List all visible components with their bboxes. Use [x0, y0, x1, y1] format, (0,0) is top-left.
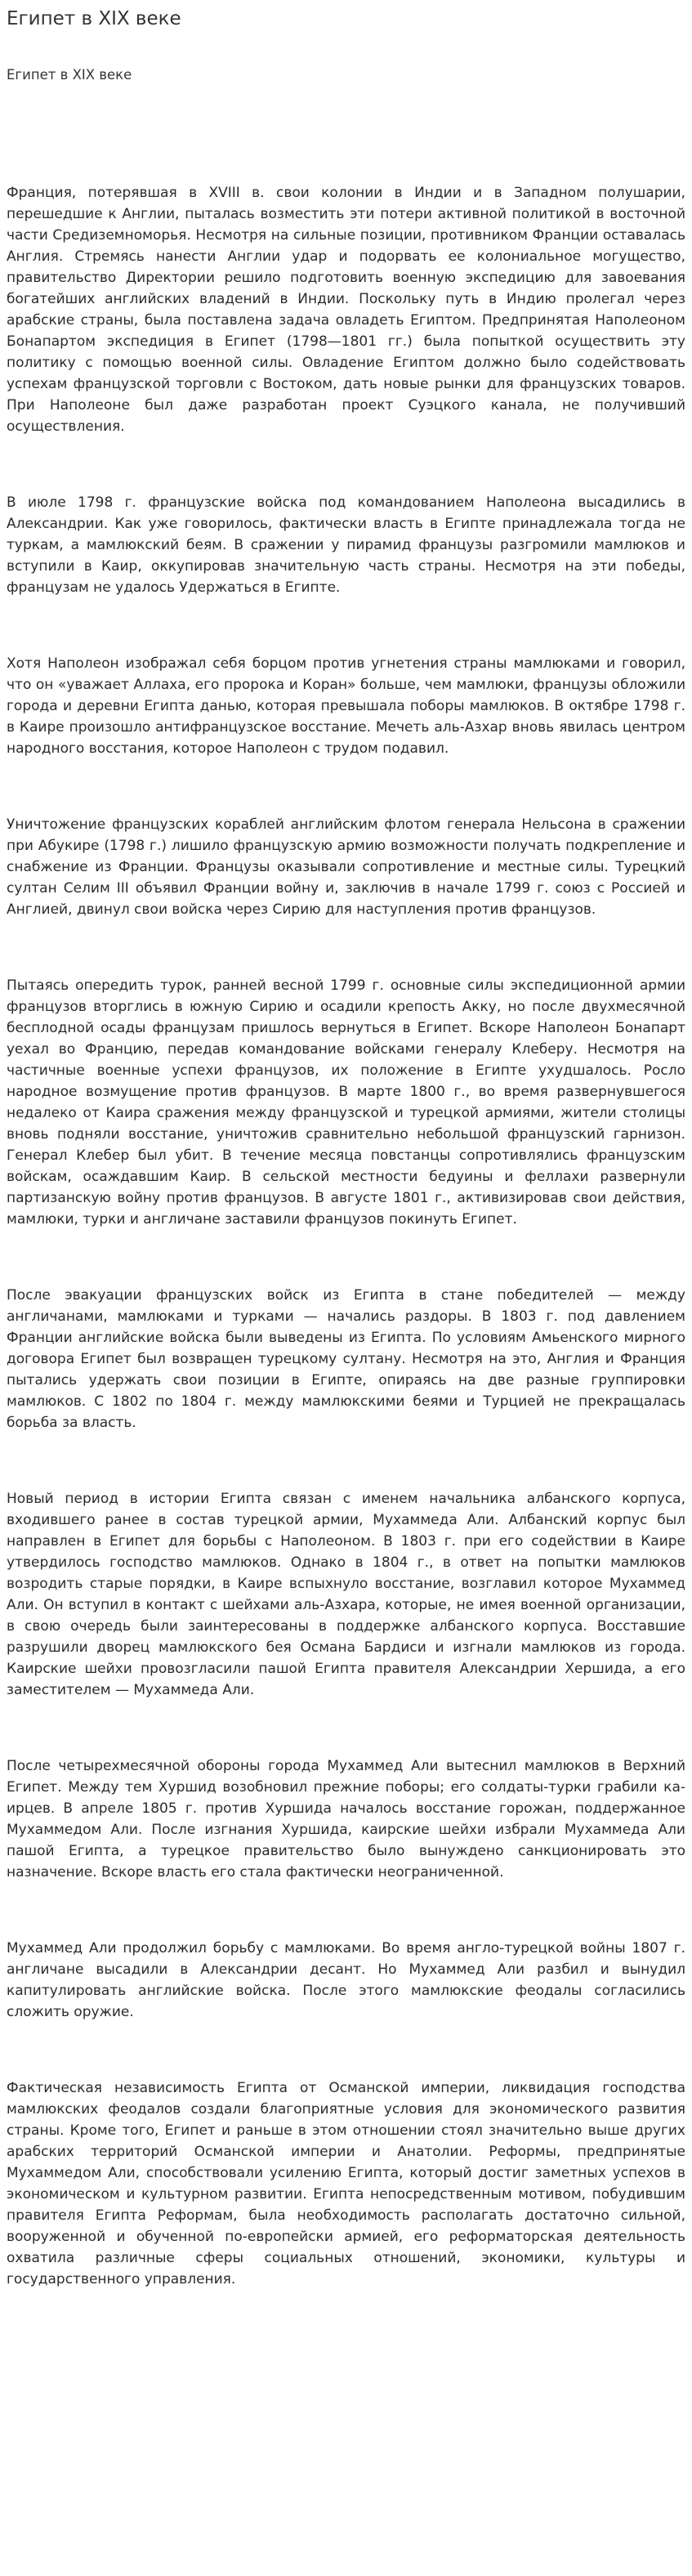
paragraph: В июле 1798 г. французские войска под командованием Наполеона высадились в Александрии. Как уже говорилось, фактически власть в Египте принадлежала тогда не туркам, а мамлюкский беям. В сражении у пирамид французы разгромили мамлюков и вступили в Каир, оккупировав значительную часть страны. Несмотря на эти победы, французам не удалось Удержаться в Египте.: [7, 494, 685, 596]
paragraph: Пытаясь опередить турок, ранней весной 1799 г. основные силы экспедиционной армии французов вторглись в южную Сирию и осадили крепость Акку, но после двухмесячной бесплодной осады французам пришлось вернуться в Египет. Вскоре Наполеон Бонапарт уехал во Францию, передав командование войсками генералу Клеберу. Несмотря на частичные военные успехи французов, их положение в Египте ухудшалось. Росло народное возмущение против французов. В марте 1800 г., во время развернувшегося недалеко от Каира сражения между французской и турецкой армиями, жители столицы вновь подняли восстание, уничтожив сравнительно небольшой французский гарнизон. Генерал Клебер был убит. В течение месяца повстанцы сопротивлялись французским войскам, осаждавшим Каир. В сельской местности бедуины и феллахи развернули партизанскую войну против французов. В августе 1801 г., активизировав свои действия, мамлюки, турки и англичане заставили французов покинуть Египет.: [7, 977, 685, 1228]
paragraph: После четырехмесячной обороны города Мухаммед Али вытеснил мамлюков в Верхний Египет. Между тем Хуршид возобновил прежние поборы; его солдаты-турки грабили ка-ирцев. В апреле 1805 г. против Хуршида началось восстание горожан, поддержанное Мухаммедом Али. После изгнания Хуршида, каирские шейхи избрали Мухаммеда Али пашой Египта, а турецкое правительство было вынуждено санкционировать это назначение. Вскоре власть его стала фактически неограниченной.: [7, 1758, 685, 1881]
page-title: Египет в XIX веке: [7, 8, 181, 29]
article-body: [7, 182, 685, 2290]
paragraph: Новый период в истории Египта связан с именем начальника албанского корпуса, входившего ранее в состав турецкой армии, Мухаммеда Али. Албанский корпус был направлен в Египет для борьбы с Наполеоном. В 1803 г. при его содействии в Каире утвердилось господство мамлюков. Однако в 1804 г., в ответ на попытки мамлюков возродить старые порядки, в Каире вспыхнуло восстание, возглавил которое Мухаммед Али. Он вступил в контакт с шейхами аль-Азхара, которые, не имея военной организации, в свою очередь были заинтересованы в поддержке албанского корпуса. Восставшие разрушили дворец мамлюкского бея Османа Бардиси и изгнали мамлюков из города. Каирские шейхи провозгласили пашой Египта правителя Александрии Хершида, а его заместителем — Мухаммеда Али.: [7, 1491, 685, 1698]
article-subtitle: Египет в XIX веке: [7, 67, 132, 83]
paragraph: Мухаммед Али продолжил борьбу с мамлюками. Во время англо-турецкой войны 1807 г. англичане высадили в Александрии десант. Но Мухаммед Али разбил и вынудил капитулировать английские войска. После этого мамлюкские феодалы согласились сложить оружие.: [7, 1940, 685, 2020]
paragraph: Фактическая независимость Египта от Османской империи, ликвидация господства мамлюкских феодалов создали благоприятные условия для экономического развития страны. Кроме того, Египет и раньше в этом отношении стоял значительно выше других арабских территорий Османской империи и Анатолии. Реформы, предпринятые Мухаммедом Али, способствовали усилению Египта, который достиг заметных успехов в экономическом и культурном развитии. Египта непосредственным мотивом, побудившим правителя Египта Реформам, была необходимость располагать достаточно сильной, вооруженной и обученной по-европейски армией, его реформаторская деятельность охватила различные сферы социальных отношений, экономики, культуры и государственного управления.: [7, 2080, 685, 2288]
paragraph: Франция, потерявшая в XVIII в. свои колонии в Индии и в Западном полушарии, перешедшие к Англии, пыталась возместить эти потери активной политикой в восточной части Средиземноморья. Несмотря на сильные позиции, противником Франции оставалась Англия. Стремясь нанести Англии удар и подорвать ее колониальное могущество, правительство Директории решило подготовить военную экспедицию для завоевания богатейших английских владений в Индии. Поскольку путь в Индию пролегал через арабские страны, была поставлена задача овладеть Египтом. Предпринятая Наполеоном Бонапартом экспедиция в Египет (1798—1801 гг.) была попыткой осуществить эту политику с помощью военной силы. Овладение Египтом должно было содействовать успехам французской торговли с Востоком, дать новые рынки для французских товаров. При Наполеоне был даже разработан проект Суэцкого канала, не получивший осуществления.: [7, 185, 685, 435]
paragraph: Хотя Наполеон изображал себя борцом против угнетения страны мамлюками и говорил, что он «уважает Аллаха, его пророка и Коран» больше, чем мамлюки, французы обложили города и деревни Египта данью, которая превышала поборы мамлюков. В октябре 1798 г. в Каире произошло антифранцузское восстание. Мечеть аль-Азхар вновь явилась центром народного восстания, которое Наполеон с трудом подавил.: [7, 655, 685, 757]
paragraph: После эвакуации французских войск из Египта в стане победителей — между англичанами, мамлюками и турками — начались раздоры. В 1803 г. под давлением Франции английские войска были выведены из Египта. По условиям Амьенского мирного договора Египет был возвращен турецкому султану. Несмотря на это, Англия и Франция пытались удержать свои позиции в Египте, опираясь на две разные группировки мамлюков. С 1802 по 1804 г. между мамлюкскими беями и Турцией не прекращалась борьба за власть.: [7, 1287, 685, 1431]
paragraph: Уничтожение французских кораблей английским флотом генерала Нельсона в сражении при Абукире (1798 г.) лишило французскую армию возможности получать подкрепление и снабжение из Франции. Французы оказывали сопротивление и местные силы. Турецкий султан Селим III объявил Франции войну и, заключив в начале 1799 г. союз с Россией и Англией, двинул свои войска через Сирию для наступления против французов.: [7, 816, 685, 918]
